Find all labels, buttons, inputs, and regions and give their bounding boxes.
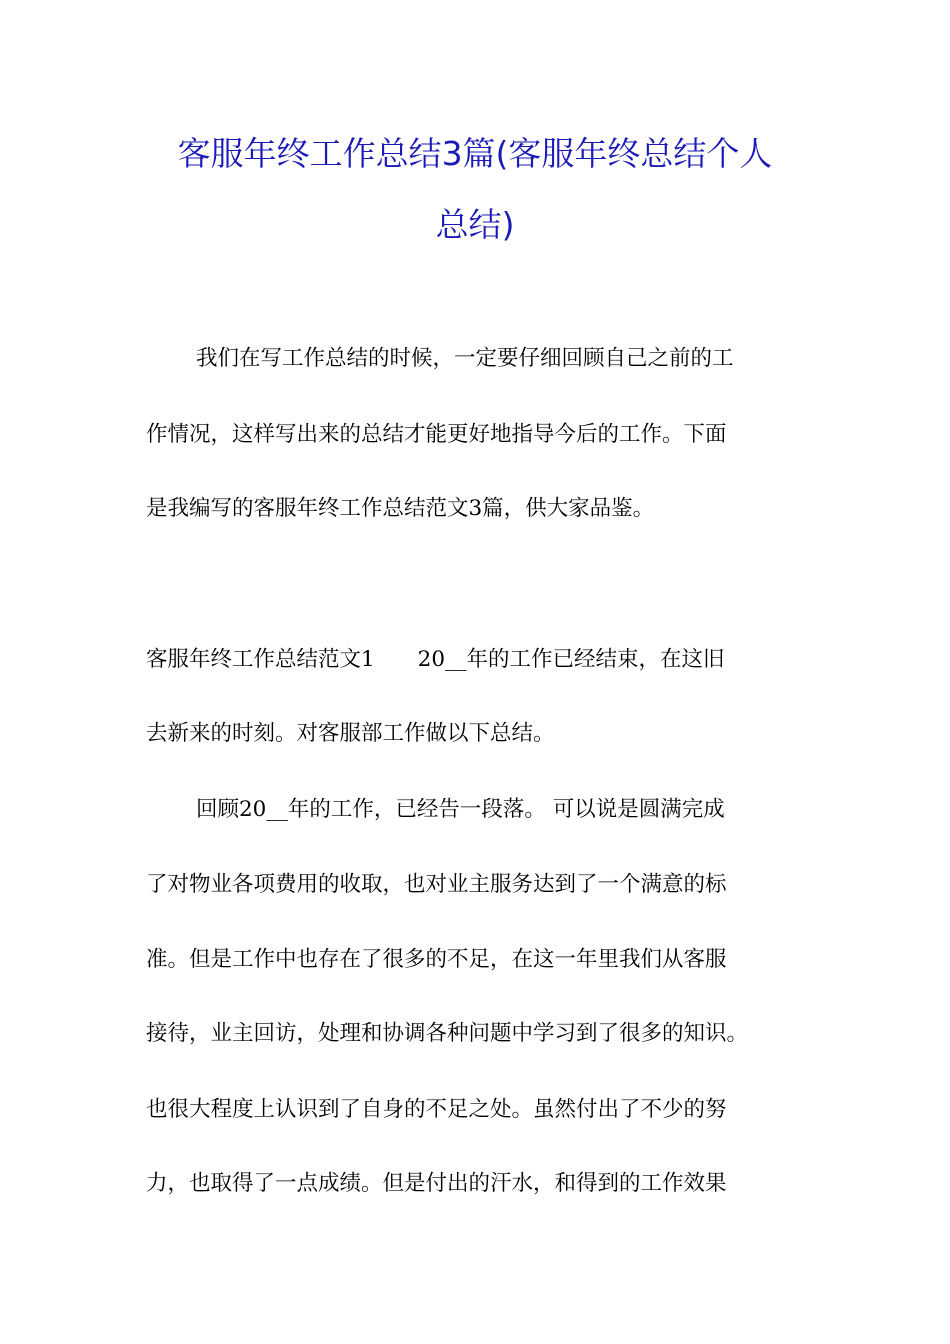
paragraph-line: 回顾20__年的工作，已经告一段落。 可以说是圆满完成: [196, 797, 725, 822]
document-title-line-2: 总结): [435, 205, 515, 244]
paragraph-line: 作情况，这样写出来的总结才能更好地指导今后的工作。下面: [146, 422, 727, 447]
paragraph-line: 客服年终工作总结范文1 20__年的工作已经结束，在这旧: [146, 647, 725, 672]
paragraph-line: 我们在写工作总结的时候，一定要仔细回顾自己之前的工: [196, 346, 734, 371]
paragraph-line: 是我编写的客服年终工作总结范文3篇，供大家品鉴。: [146, 496, 655, 521]
paragraph-line: 也很大程度上认识到了自身的不足之处。虽然付出了不少的努: [146, 1097, 727, 1122]
paragraph-line: 去新来的时刻。对客服部工作做以下总结。: [146, 721, 555, 746]
paragraph-line: 力，也取得了一点成绩。但是付出的汗水，和得到的工作效果: [146, 1171, 727, 1196]
document-title-line-1: 客服年终工作总结3篇(客服年终总结个人: [177, 134, 773, 173]
paragraph-line: 接待，业主回访，处理和协调各种问题中学习到了很多的知识。: [146, 1021, 749, 1046]
paragraph-line: 准。但是工作中也存在了很多的不足，在这一年里我们从客服: [146, 947, 727, 972]
paragraph-line: 了对物业各项费用的收取，也对业主服务达到了一个满意的标: [146, 872, 727, 897]
